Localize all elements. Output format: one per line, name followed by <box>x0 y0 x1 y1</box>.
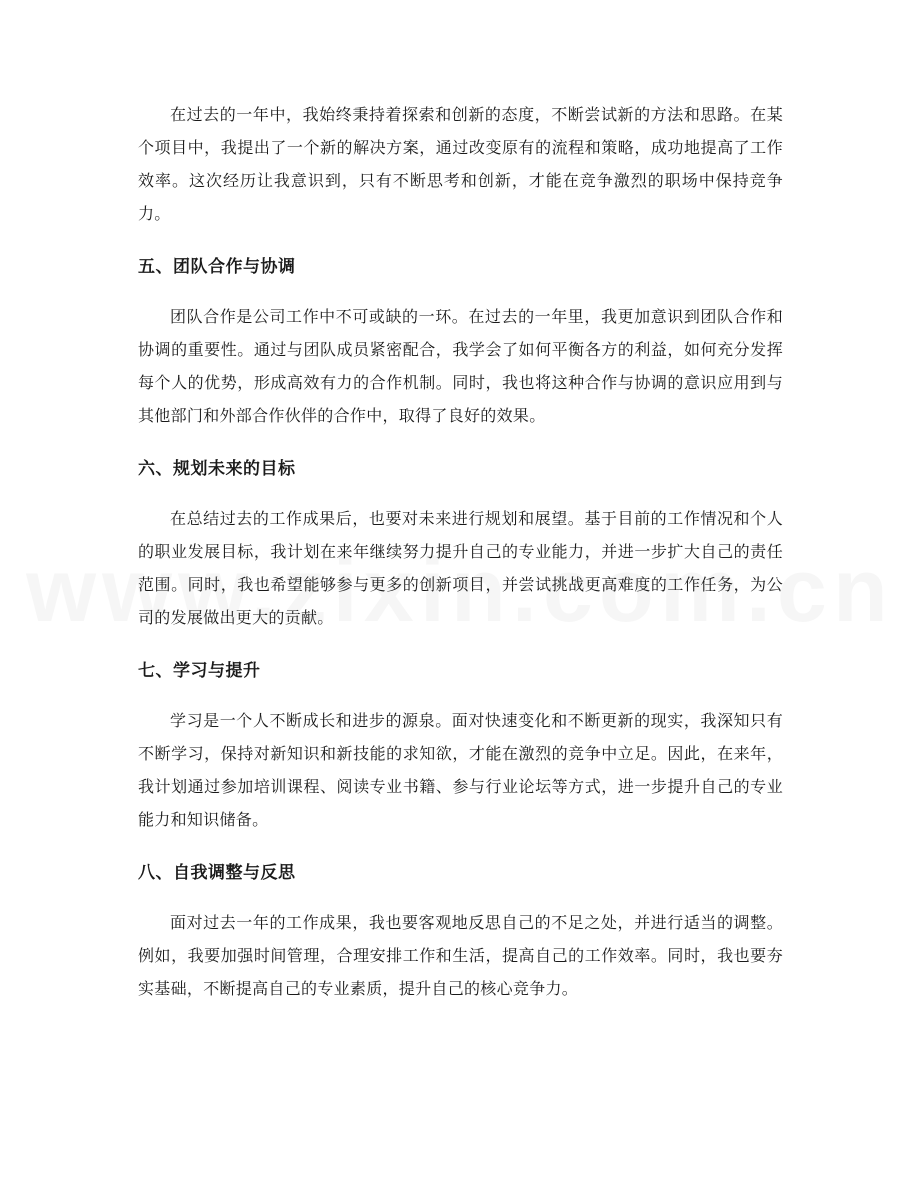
section-heading-reflection: 八、自我调整与反思 <box>138 863 296 883</box>
paragraph-learning: 学习是一个人不断成长和进步的源泉。面对快速变化和不断更新的现实，我深知只有不断学习，保持对新知识和新技能的求知欲，才能在激烈的竞争中立足。因此，在来年，我计划通过参加培训课程、阅读专业书籍、参与行业论坛等方式，进一步提升自己的专业能力和知识储备。 <box>138 711 783 829</box>
section-heading-learning: 七、学习与提升 <box>138 661 261 681</box>
paragraph-reflection: 面对过去一年的工作成果，我也要客观地反思自己的不足之处，并进行适当的调整。例如，我要加强时间管理，合理安排工作和生活，提高自己的工作效率。同时，我也要夯实基础，不断提高自己的专业素质，提升自己的核心竞争力。 <box>138 913 783 998</box>
section-heading-future-goals: 六、规划未来的目标 <box>138 459 296 479</box>
document-page <box>138 98 783 1005</box>
section-heading-teamwork: 五、团队合作与协调 <box>138 257 296 277</box>
paragraph-future-goals: 在总结过去的工作成果后，也要对未来进行规划和展望。基于目前的工作情况和个人的职业发展目标，我计划在来年继续努力提升自己的专业能力，并进一步扩大自己的责任范围。同时，我也希望能够参与更多的创新项目，并尝试挑战更高难度的工作任务，为公司的发展做出更大的贡献。 <box>138 509 783 627</box>
paragraph-innovation: 在过去的一年中，我始终秉持着探索和创新的态度，不断尝试新的方法和思路。在某个项目中，我提出了一个新的解决方案，通过改变原有的流程和策略，成功地提高了工作效率。这次经历让我意识到，只有不断思考和创新，才能在竞争激烈的职场中保持竞争力。 <box>138 105 783 223</box>
paragraph-teamwork: 团队合作是公司工作中不可或缺的一环。在过去的一年里，我更加意识到团队合作和协调的重要性。通过与团队成员紧密配合，我学会了如何平衡各方的利益，如何充分发挥每个人的优势，形成高效有力的合作机制。同时，我也将这种合作与协调的意识应用到与其他部门和外部合作伙伴的合作中，取得了良好的效果。 <box>138 307 783 425</box>
